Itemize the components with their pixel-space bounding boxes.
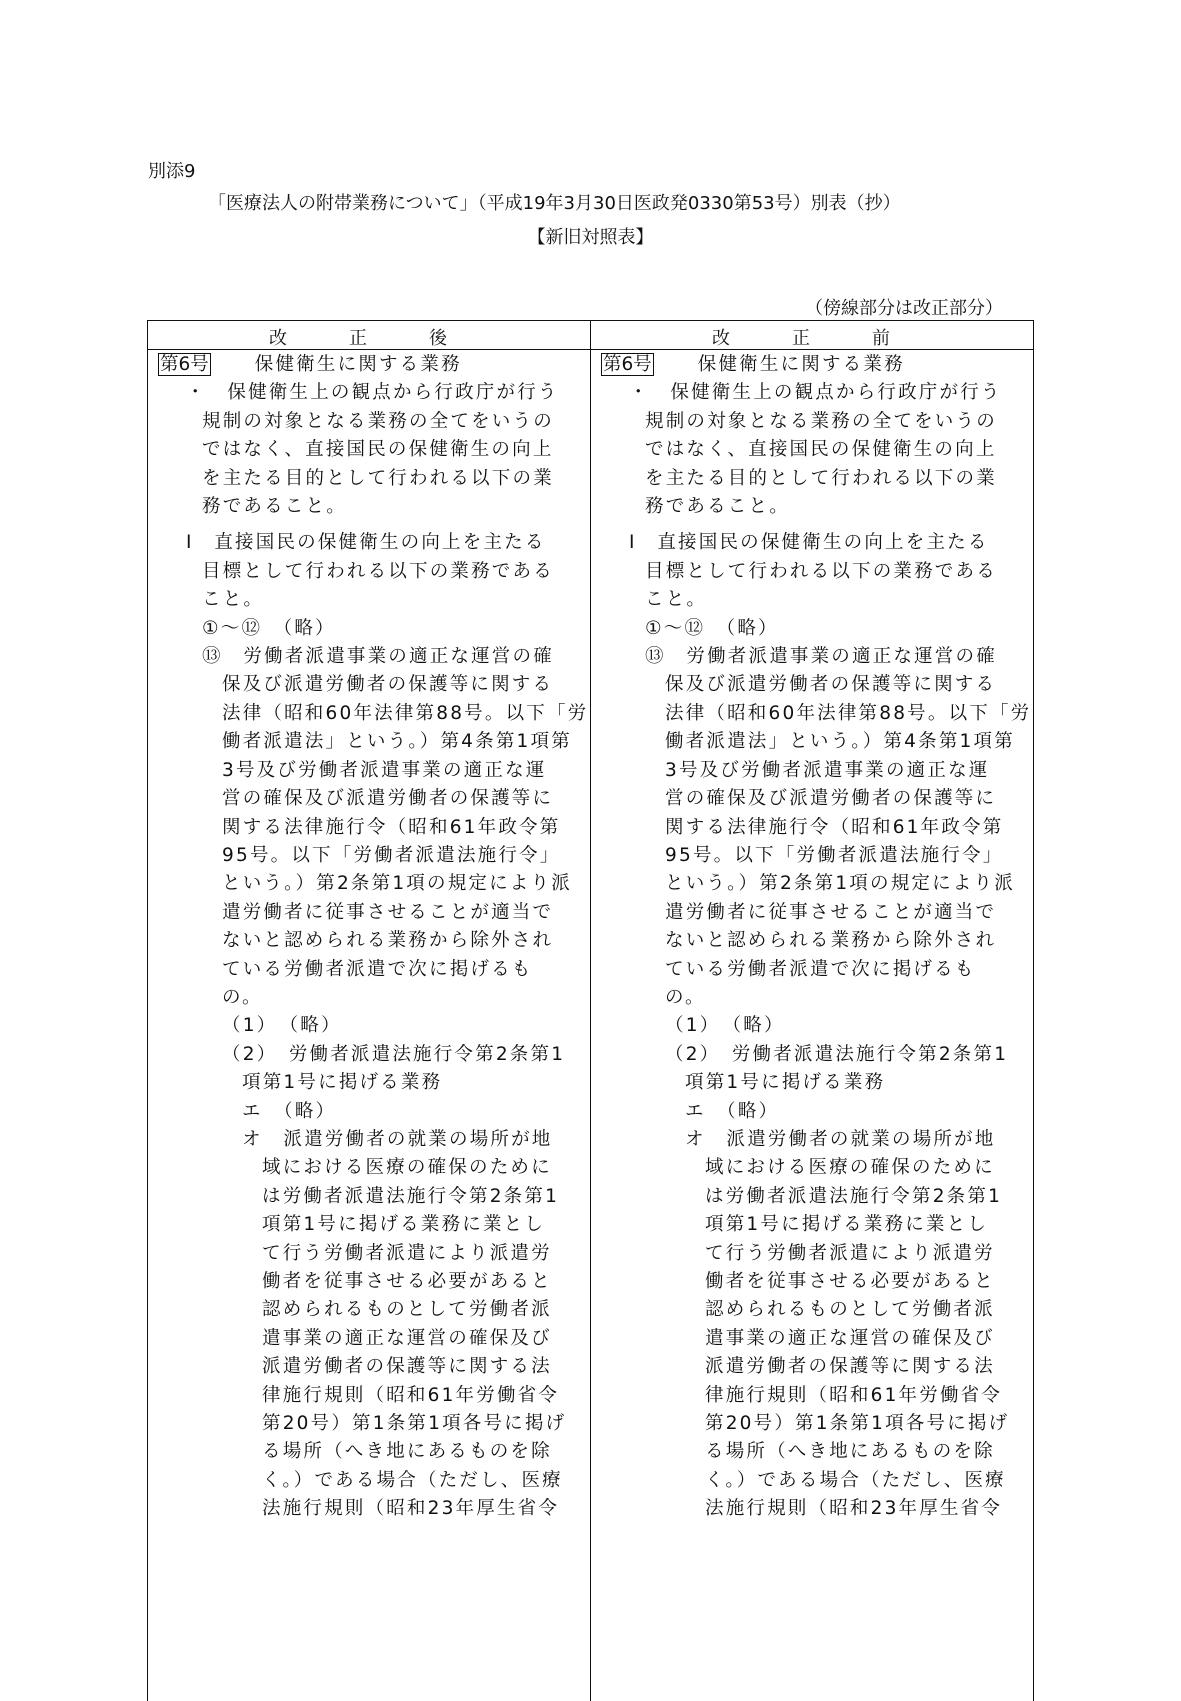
text-line: こと。 [645,589,708,611]
text-line: エ （略） [685,1100,780,1122]
document-title: 「医療法人の附帯業務について」（平成19年3月30日医政発0330第53号）別表（抄） [208,193,901,214]
text-line: 項第1号に掲げる業務に業とし [262,1214,546,1236]
text-line: 律施行規則（昭和61年労働省令 [705,1384,1003,1406]
comparison-table [147,320,1034,1701]
column-before-text [601,351,1032,1524]
section-title: 保健衛生に関する業務 [697,354,905,375]
text-line: 第20号）第1条第1項各号に掲げ [262,1413,567,1435]
text-line: く。）である場合（ただし、医療 [705,1469,1006,1491]
text-line: 働者派遣法」という。）第4条第1項第 [665,731,1015,753]
body-lines [601,379,1032,1523]
text-line: ないと認められる業務から除外され [222,930,554,952]
text-line: 遣労働者に従事させることが適当で [222,901,554,923]
text-line: 働者派遣法」という。）第4条第1項第 [222,731,572,753]
section-heading [158,351,578,379]
text-line: て行う労働者派遣により派遣労 [262,1242,552,1264]
column-after-text [158,351,589,1524]
text-line: る場所（へき地にあるものを除 [262,1441,552,1463]
text-line: ・ 保健衛生上の観点から行政庁が行う [186,382,559,404]
text-line: ⑬ 労働者派遣事業の適正な運営の確 [645,646,997,668]
text-line: 目標として行われる以下の業務である [645,560,997,582]
text-line: 認められるものとして労働者派 [705,1299,995,1321]
text-line: 務であること。 [202,496,347,518]
section-heading [601,351,1021,379]
text-line: を主たる目的として行われる以下の業 [645,467,997,489]
section-title: 保健衛生に関する業務 [254,354,462,375]
text-line: 働者を従事させる必要があると [705,1271,995,1292]
section-number: 第6号 [603,354,652,375]
text-line: 3号及び労働者派遣事業の適正な運 [665,759,990,781]
text-line: ⑬ 労働者派遣事業の適正な運営の確 [202,646,554,668]
text-line: エ （略） [242,1100,337,1122]
text-line: 項第1号に掲げる業務 [685,1072,886,1094]
text-line: ではなく、直接国民の保健衛生の向上 [202,439,554,461]
text-line: を主たる目的として行われる以下の業 [202,467,554,489]
text-line: 保及び派遣労働者の保護等に関する [222,674,554,696]
text-line: 95号。以下「労働者派遣法施行令」 [222,844,561,866]
text-line: 法律（昭和60年法律第88号。以下「労 [222,702,589,724]
column-header-after: 改 正 後 [269,328,469,349]
text-line: Ⅰ 直接国民の保健衛生の向上を主たる [629,532,989,554]
text-line: （1） （略） [665,1015,785,1037]
column-divider [590,321,591,1701]
text-line: 遣事業の適正な運営の確保及び [705,1327,995,1349]
text-line: る場所（へき地にあるものを除 [705,1441,995,1463]
text-line: 規制の対象となる業務の全てをいうの [202,410,554,432]
text-line: ないと認められる業務から除外され [665,930,997,952]
text-line: て行う労働者派遣により派遣労 [705,1242,995,1264]
section-number: 第6号 [160,354,209,375]
text-line: 務であること。 [645,496,790,518]
text-line: ている労働者派遣で次に掲げるも [665,958,976,980]
annex-label: 別添9 [148,161,196,182]
amendment-note: （傍線部分は改正部分） [805,298,1003,319]
text-line: ではなく、直接国民の保健衛生の向上 [645,439,997,461]
text-line: ①～⑫ （略） [202,617,336,639]
text-line: オ 派遣労働者の就業の場所が地 [685,1128,996,1150]
text-line: （2） 労働者派遣法施行令第2条第1 [222,1043,566,1065]
text-line: く。）である場合（ただし、医療 [262,1469,563,1491]
text-line: 遣労働者に従事させることが適当で [665,901,997,923]
text-line: ①～⑫ （略） [645,617,779,639]
text-line: 項第1号に掲げる業務 [242,1072,443,1094]
text-line: の。 [665,986,706,1008]
text-line: 律施行規則（昭和61年労働省令 [262,1384,560,1406]
text-line: 関する法律施行令（昭和61年政令第 [222,816,561,838]
document-subtitle: 【新旧対照表】 [527,227,654,248]
text-line: 第20号）第1条第1項各号に掲げ [705,1413,1010,1435]
text-line: こと。 [202,589,265,611]
text-line: 認められるものとして労働者派 [262,1299,552,1321]
text-line: 域における医療の確保のために [705,1157,995,1179]
text-line: 保及び派遣労働者の保護等に関する [665,674,997,696]
text-line: 法施行規則（昭和23年厚生省令 [262,1498,560,1520]
text-line: 法律（昭和60年法律第88号。以下「労 [665,702,1032,724]
text-line: オ 派遣労働者の就業の場所が地 [242,1128,553,1150]
text-line: Ⅰ 直接国民の保健衛生の向上を主たる [186,532,546,554]
text-line: ・ 保健衛生上の観点から行政庁が行う [629,382,1002,404]
text-line: 項第1号に掲げる業務に業とし [705,1214,989,1236]
text-line: 関する法律施行令（昭和61年政令第 [665,816,1004,838]
text-line: という。）第2条第1項の規定により派 [665,873,1015,895]
text-line: （1） （略） [222,1015,342,1037]
text-line: 95号。以下「労働者派遣法施行令」 [665,844,1004,866]
text-line: 遣事業の適正な運営の確保及び [262,1327,552,1349]
text-line: という。）第2条第1項の規定により派 [222,873,572,895]
text-line: 営の確保及び派遣労働者の保護等に [665,788,997,810]
text-line: 規制の対象となる業務の全てをいうの [645,410,997,432]
text-line: 3号及び労働者派遣事業の適正な運 [222,759,547,781]
text-line: 目標として行われる以下の業務である [202,560,554,582]
text-line: 営の確保及び派遣労働者の保護等に [222,788,554,810]
text-line: の。 [222,986,263,1008]
text-line: 派遣労働者の保護等に関する法 [705,1356,995,1378]
text-line: 域における医療の確保のために [262,1157,552,1179]
text-line: 法施行規則（昭和23年厚生省令 [705,1498,1003,1520]
text-line: （2） 労働者派遣法施行令第2条第1 [665,1043,1009,1065]
text-line: ている労働者派遣で次に掲げるも [222,958,533,980]
text-line: 働者を従事させる必要があると [262,1271,552,1292]
column-header-before: 改 正 前 [712,328,912,349]
text-line: 派遣労働者の保護等に関する法 [262,1356,552,1378]
text-line: は労働者派遣法施行令第2条第1 [705,1185,1003,1207]
body-lines [158,379,589,1523]
text-line: は労働者派遣法施行令第2条第1 [262,1185,560,1207]
